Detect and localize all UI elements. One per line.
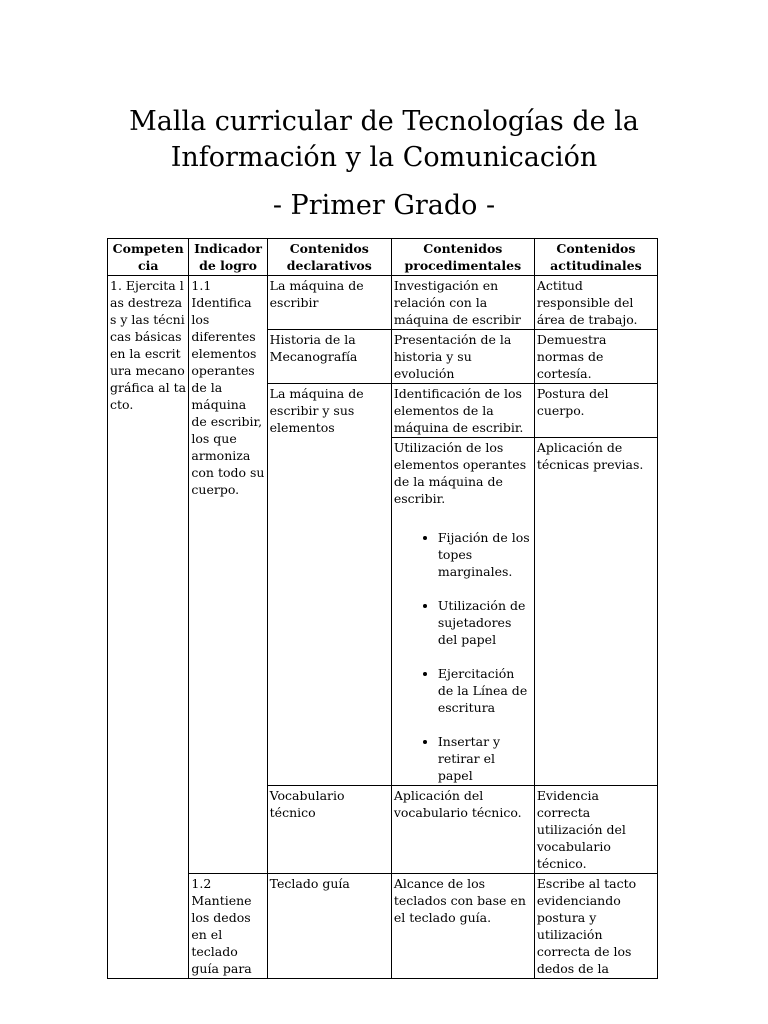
procedimental-cell-with-list xyxy=(391,438,534,786)
indicador-cell-1-1: 1.1 Identifica los diferentes elementos operantes de la máquina de escribir, los que armoniza con todo su cuerpo. xyxy=(189,276,267,874)
declarativo-cell: Teclado guía xyxy=(267,874,391,979)
header-competencia: Competencia xyxy=(108,239,189,276)
actitudinal-cell: Escribe al tacto evidenciando postura y utilización correcta de los dedos de la xyxy=(534,874,657,979)
header-declarativos: Contenidos declarativos xyxy=(267,239,391,276)
declarativo-cell: La máquina de escribir xyxy=(267,276,391,330)
procedimental-cell: Presentación de la historia y su evolución xyxy=(391,330,534,384)
actitudinal-cell: Demuestra normas de cortesía. xyxy=(534,330,657,384)
header-actitudinales: Contenidos actitudinales xyxy=(534,239,657,276)
header-indicador: Indicador de logro xyxy=(189,239,267,276)
declarativo-cell: La máquina de escribir y sus elementos xyxy=(267,384,391,786)
table-header-row xyxy=(108,239,658,276)
procedimental-cell: Investigación en relación con la máquina de escribir xyxy=(391,276,534,330)
procedimental-bullet-list xyxy=(394,529,532,784)
title-line-1: Malla curricular de Tecnologías de la xyxy=(129,106,639,137)
procedimental-cell: Aplicación del vocabulario técnico. xyxy=(391,786,534,874)
title-line-2: Información y la Comunicación xyxy=(170,142,598,173)
list-item: • Insertar y retirar el papel xyxy=(438,733,532,784)
actitudinal-cell: Postura del cuerpo. xyxy=(534,384,657,438)
list-item: • Utilización de sujetadores del papel xyxy=(438,597,532,648)
list-item: • Ejercitación de la Línea de escritura xyxy=(438,665,532,716)
curriculum-table xyxy=(107,238,658,979)
table-row xyxy=(108,276,658,330)
table-row xyxy=(108,874,658,979)
procedimental-text: Utilización de los elementos operantes de la máquina de escribir. xyxy=(393,440,527,506)
actitudinal-cell: Aplicación de técnicas previas. xyxy=(534,438,657,786)
declarativo-cell: Historia de la Mecanografía xyxy=(267,330,391,384)
document-title xyxy=(0,104,768,176)
document-subtitle: - Primer Grado - xyxy=(272,190,496,221)
header-procedimentales: Contenidos procedimentales xyxy=(391,239,534,276)
actitudinal-cell: Evidencia correcta utilización del vocabulario técnico. xyxy=(534,786,657,874)
procedimental-cell: Alcance de los teclados con base en el teclado guía. xyxy=(391,874,534,979)
declarativo-cell: Vocabulario técnico xyxy=(267,786,391,874)
competencia-cell: 1. Ejercita las destrezas y las técnicas básicas en la escritura mecanográfica al tacto. xyxy=(108,276,189,979)
indicador-cell-1-2: 1.2 Mantiene los dedos en el teclado guía para xyxy=(189,874,267,979)
list-item: • Fijación de los topes marginales. xyxy=(438,529,532,580)
procedimental-cell: Identificación de los elementos de la máquina de escribir. xyxy=(391,384,534,438)
actitudinal-cell: Actitud responsible del área de trabajo. xyxy=(534,276,657,330)
